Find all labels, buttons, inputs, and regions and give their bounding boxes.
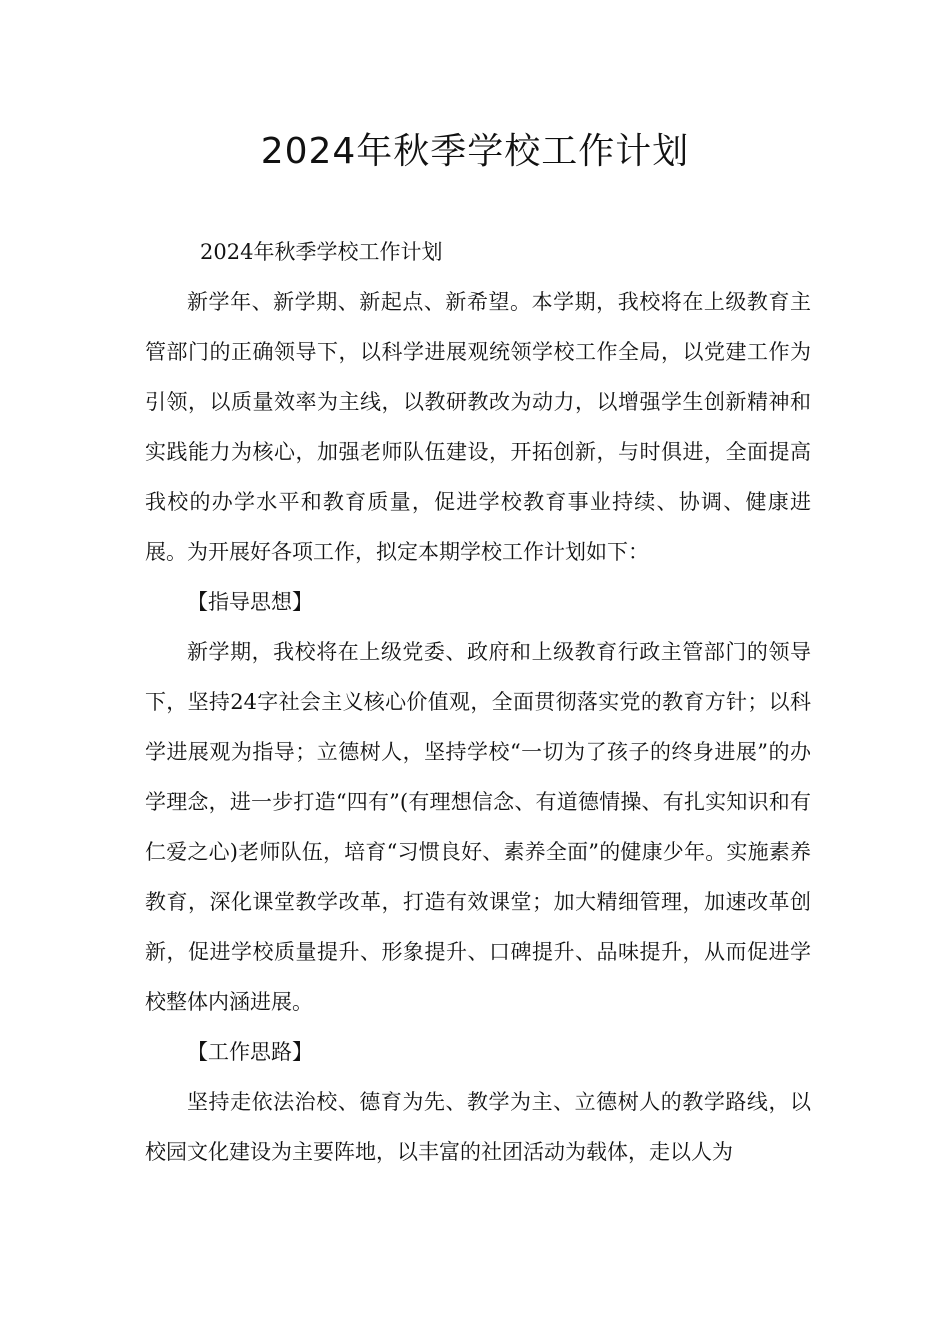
intro-paragraph: 新学年、新学期、新起点、新希望。本学期，我校将在上级教育主管部门的正确领导下，以科学进展观统领学校工作全局，以党建工作为引领，以质量效率为主线，以教研教改为动力，以增强学生创新精神和实践能力为核心，加强老师队伍建设，开拓创新，与时俱进，全面提高我校的办学水平和教育质量，促进学校教育事业持续、协调、健康进展。为开展好各项工作，拟定本期学校工作计划如下： [145, 290, 811, 564]
section-heading-guiding-ideology: 【指导思想】 [187, 590, 313, 614]
document-title: 2024年秋季学校工作计划 [260, 131, 690, 172]
work-approach-paragraph: 坚持走依法治校、德育为先、教学为主、立德树人的教学路线，以校园文化建设为主要阵地，以丰富的社团活动为载体，走以人为 [145, 1090, 811, 1164]
document-body [145, 227, 811, 1177]
guiding-ideology-paragraph: 新学期，我校将在上级党委、政府和上级教育行政主管部门的领导下，坚持24字社会主义核心价值观，全面贯彻落实党的教育方针；以科学进展观为指导；立德树人，坚持学校“一切为了孩子的终身进展”的办学理念，进一步打造“四有”(有理想信念、有道德情操、有扎实知识和有仁爱之心)老师队伍，培育“习惯良好、素养全面”的健康少年。实施素养教育，深化课堂教学改革，打造有效课堂；加大精细管理，加速改革创新，促进学校质量提升、形象提升、口碑提升、品味提升，从而促进学校整体内涵进展。 [145, 640, 811, 1014]
document-subtitle: 2024年秋季学校工作计划 [200, 240, 443, 264]
section-heading-work-approach: 【工作思路】 [187, 1040, 313, 1064]
